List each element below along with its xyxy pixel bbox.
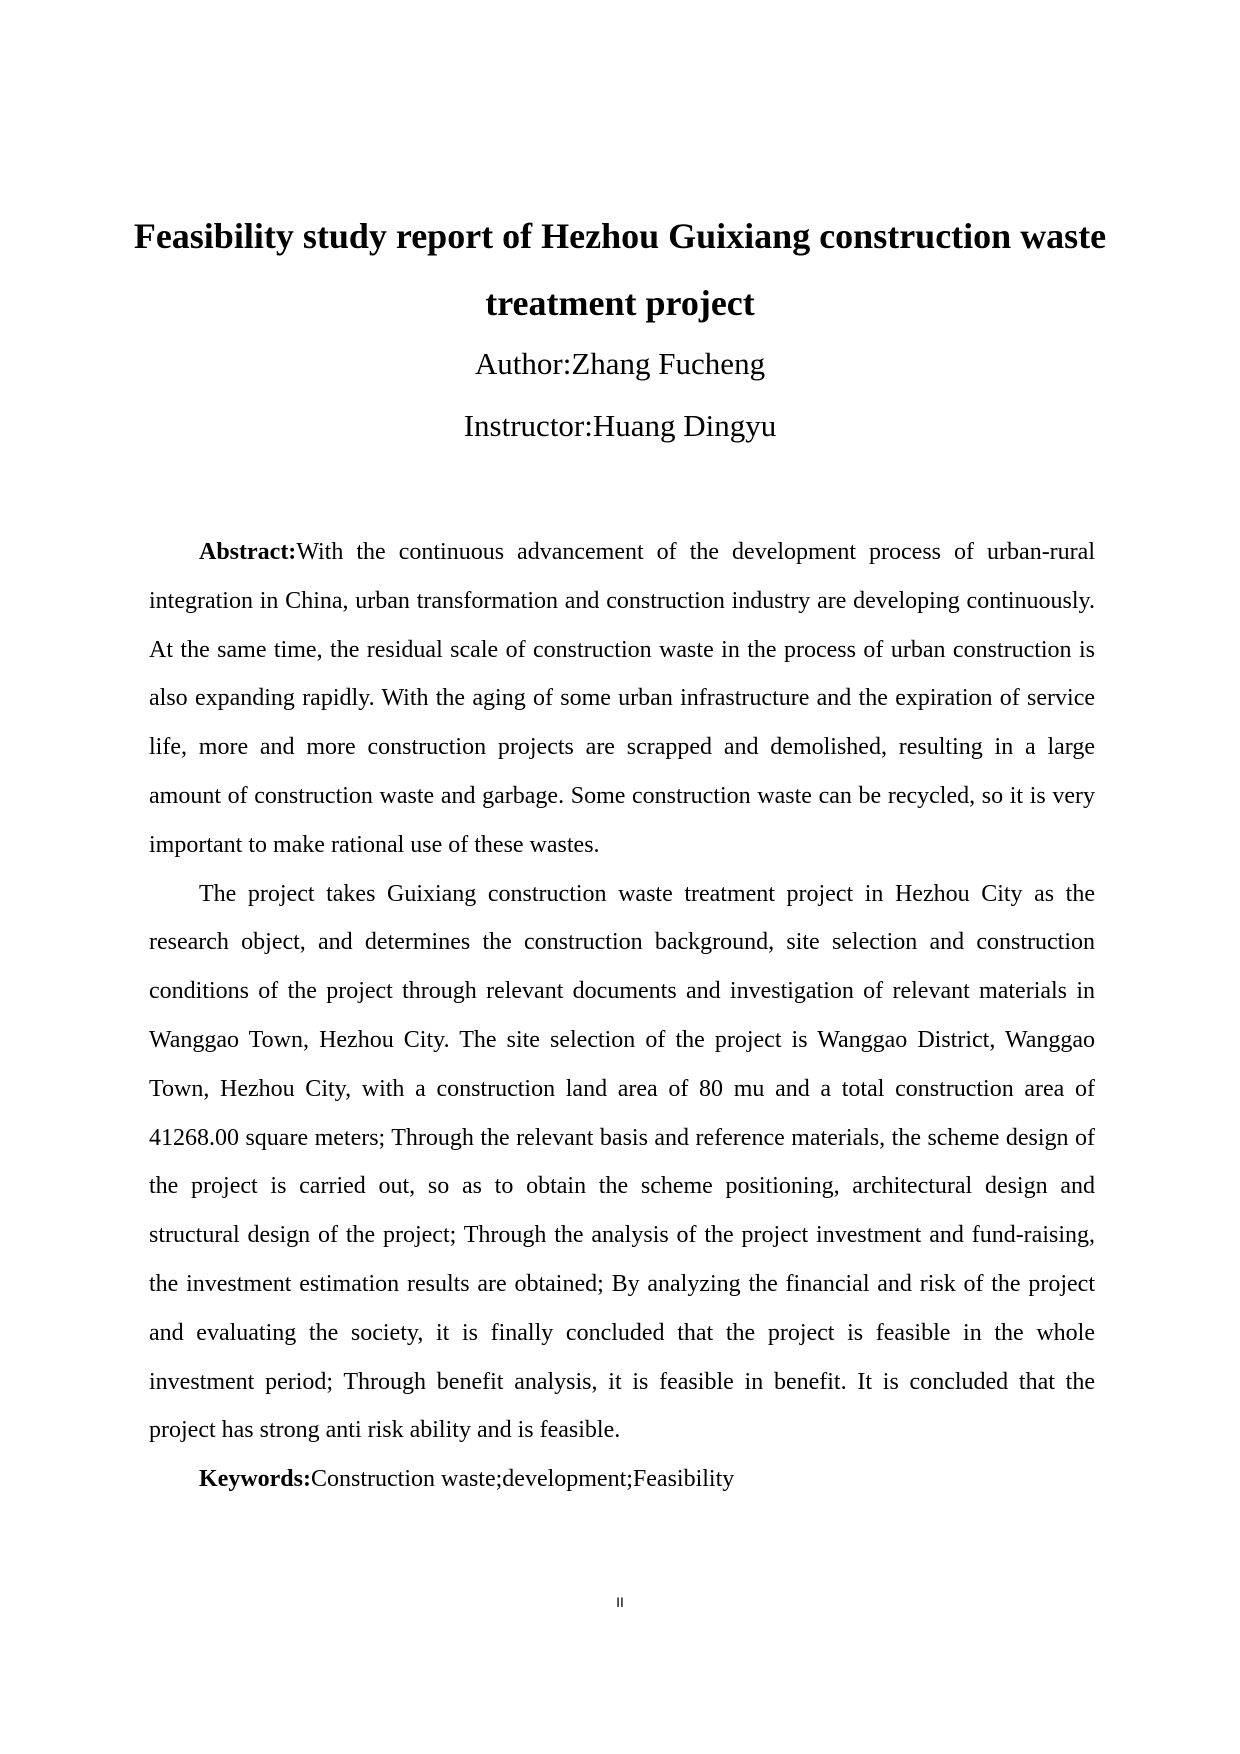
abstract-label: Abstract:: [199, 539, 297, 565]
instructor-line: Instructor:Huang Dingyu: [463, 408, 777, 443]
keywords-line: [149, 1455, 1095, 1504]
abstract-paragraph-1: [149, 528, 1095, 870]
abstract-paragraph-2: The project takes Guixiang construction waste treatment project in Hezhou City as the research object, and determines the construction background, site selection and construction conditions of the project through relevant documents and investigation of relevant materials in Wanggao Town, Hezhou City. The site selection of the project is Wanggao District, Wanggao Town, Hezhou City, with a construction land area of 80 mu and a total construction area of 41268.00 square meters; Through the relevant basis and reference materials, the scheme design of the project is carried out, so as to obtain the scheme positioning, architectural design and structural design of the project; Through the analysis of the project investment and fund-raising, the investment estimation results are obtained; By analyzing the financial and risk of the project and evaluating the society, it is finally concluded that the project is feasible in the whole investment period; Through benefit analysis, it is feasible in benefit. It is concluded that the project has strong anti risk ability and is feasible.: [149, 880, 1095, 1444]
document-title: Feasibility study report of Hezhou Guixiang construction waste treatment project: [133, 216, 1107, 323]
keywords-text: Construction waste;development;Feasibility: [310, 1466, 735, 1493]
page-number: II: [616, 1594, 624, 1610]
author-line: Author:Zhang Fucheng: [474, 346, 766, 381]
abstract-section: [149, 528, 1095, 1504]
abstract-paragraph-1-text: With the continuous advancement of the development process of urban-rural integration in China, urban transformation and construction industry are developing continuously. At the same time, the residual scale of construction waste in the process of urban construction is also expanding rapidly. With the aging of some urban infrastructure and the expiration of service life, more and more construction projects are scrapped and demolished, resulting in a large amount of construction waste and garbage. Some construction waste can be recycled, so it is very important to make rational use of these wastes.: [149, 539, 1095, 858]
keywords-label: Keywords:: [199, 1466, 311, 1493]
